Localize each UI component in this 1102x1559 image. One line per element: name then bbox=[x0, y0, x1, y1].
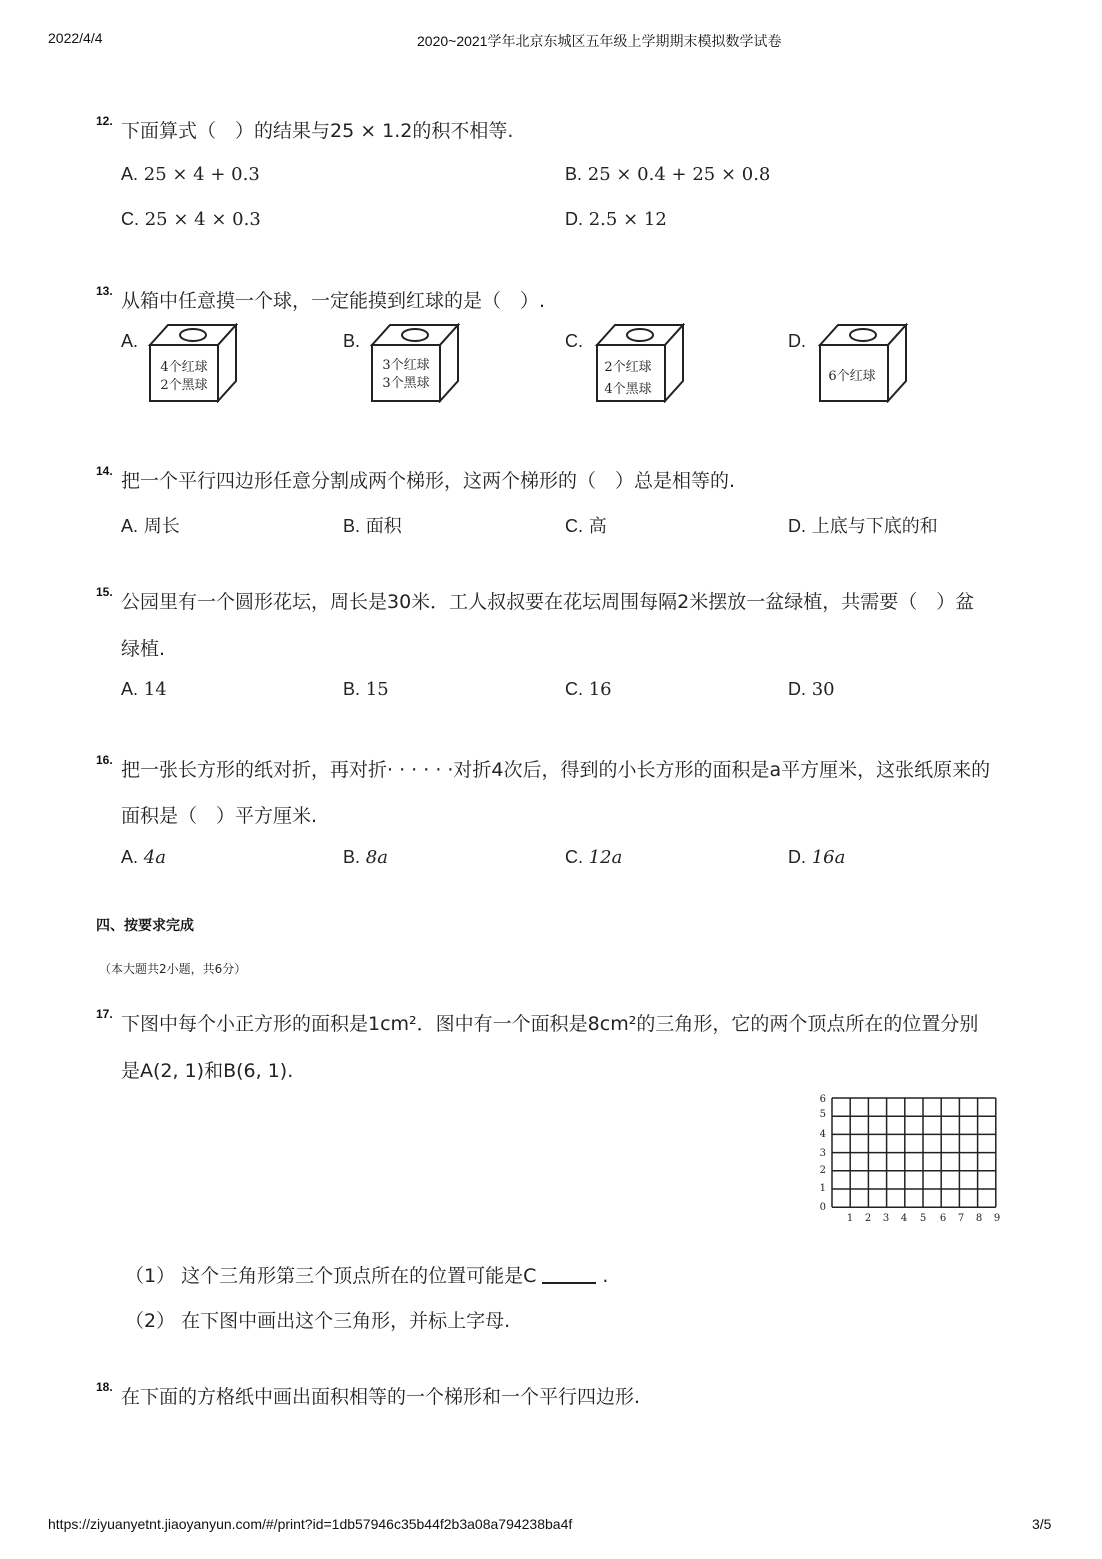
box-line2: 2个黑球 bbox=[160, 378, 208, 393]
option-value: 25 × 4 × 0.3 bbox=[144, 209, 261, 230]
box-line1: 6个红球 bbox=[828, 369, 876, 384]
subquestion-number: （2） bbox=[125, 1310, 176, 1332]
x-tick-label: 2 bbox=[864, 1213, 872, 1224]
ball-box-c-icon bbox=[593, 323, 687, 403]
y-tick-label: 3 bbox=[819, 1148, 826, 1159]
subquestion-1 bbox=[125, 1261, 608, 1288]
option-value: 16 bbox=[588, 679, 612, 700]
x-tick-label: 4 bbox=[900, 1213, 908, 1224]
option-label: A. bbox=[121, 164, 139, 184]
option-value: 周长 bbox=[143, 516, 180, 537]
ball-box-b-icon bbox=[368, 323, 462, 403]
option-b[interactable] bbox=[343, 331, 360, 352]
question-text: 在下面的方格纸中画出面积相等的一个梯形和一个平行四边形. bbox=[121, 1386, 641, 1408]
x-tick-label: 3 bbox=[882, 1213, 890, 1224]
question-text-line2: 面积是（ ）平方厘米. bbox=[121, 805, 318, 827]
option-label: A. bbox=[121, 331, 139, 351]
option-label: C. bbox=[121, 209, 139, 229]
option-value: 面积 bbox=[365, 516, 402, 537]
option-a[interactable] bbox=[121, 512, 180, 538]
y-tick-label: 2 bbox=[819, 1165, 826, 1176]
option-label: A. bbox=[121, 847, 139, 867]
question-text-line1: 把一张长方形的纸对折，再对折· · · · · ·对折4次后，得到的小长方形的面积是a平方厘米，这张纸原来的 bbox=[121, 759, 991, 781]
option-value: 14 bbox=[143, 679, 167, 700]
option-label: B. bbox=[343, 847, 361, 867]
question-number: 16. bbox=[96, 753, 113, 767]
option-label: B. bbox=[565, 164, 583, 184]
question-text: 下面算式（ ）的结果与25 × 1.2的积不相等. bbox=[121, 120, 514, 142]
x-tick-label: 9 bbox=[993, 1213, 1001, 1224]
option-d[interactable] bbox=[788, 331, 806, 352]
ball-box-d-icon bbox=[816, 323, 910, 403]
page-number: 3/5 bbox=[1032, 1516, 1052, 1532]
y-tick-label: 4 bbox=[819, 1129, 826, 1140]
question-text-line1: 公园里有一个圆形花坛，周长是30米．工人叔叔要在花坛周围每隔2米摆放一盆绿植，共需要（ ）盆 bbox=[121, 591, 975, 613]
option-value: 4a bbox=[143, 847, 166, 868]
box-line2: 4个黑球 bbox=[604, 382, 652, 397]
subquestion-text: 这个三角形第三个顶点所在的位置可能是C bbox=[181, 1265, 537, 1287]
option-b[interactable] bbox=[565, 164, 770, 185]
question-text-line2: 绿植. bbox=[121, 638, 166, 660]
option-c[interactable] bbox=[565, 847, 622, 868]
option-a[interactable] bbox=[121, 331, 138, 352]
option-b[interactable] bbox=[343, 512, 402, 538]
question-number: 12. bbox=[96, 114, 113, 128]
x-tick-label: 6 bbox=[939, 1213, 947, 1224]
y-tick-label: 1 bbox=[819, 1183, 826, 1194]
question-number: 14. bbox=[96, 464, 113, 478]
option-a[interactable] bbox=[121, 164, 260, 185]
option-label: D. bbox=[565, 209, 583, 229]
question-text-line1: 下图中每个小正方形的面积是1cm²．图中有一个面积是8cm²的三角形，它的两个顶点所在的位置分别 bbox=[121, 1013, 979, 1035]
option-value: 25 × 0.4 + 25 × 0.8 bbox=[587, 164, 771, 185]
option-c[interactable] bbox=[565, 512, 607, 538]
option-d[interactable] bbox=[788, 679, 835, 700]
y-tick-label: 6 bbox=[819, 1094, 826, 1105]
option-label: A. bbox=[121, 679, 139, 699]
question-number: 18. bbox=[96, 1380, 113, 1394]
box-line1: 4个红球 bbox=[160, 360, 208, 375]
option-label: A. bbox=[121, 516, 139, 536]
x-tick-label: 5 bbox=[919, 1213, 927, 1224]
box-line1: 2个红球 bbox=[604, 360, 652, 375]
page-url: https://ziyuanyetnt.jiaoyanyun.com/#/print?id=1db57946c35b44f2b3a08a794238ba4f bbox=[48, 1516, 573, 1532]
option-value: 上底与下底的和 bbox=[811, 516, 938, 537]
x-tick-label: 1 bbox=[846, 1213, 854, 1224]
option-label: C. bbox=[565, 847, 583, 867]
x-tick-label: 7 bbox=[957, 1213, 965, 1224]
question-text: 从箱中任意摸一个球，一定能摸到红球的是（ ）. bbox=[121, 290, 546, 312]
option-b[interactable] bbox=[343, 679, 389, 700]
option-value: 高 bbox=[588, 516, 607, 537]
option-value: 2.5 × 12 bbox=[588, 209, 667, 230]
question-text-line2: 是A(2, 1)和B(6, 1). bbox=[121, 1060, 294, 1082]
document-title: 2020~2021学年北京东城区五年级上学期期末模拟数学试卷 bbox=[417, 33, 782, 49]
y-tick-label: 5 bbox=[819, 1109, 826, 1120]
option-value: 12a bbox=[588, 847, 623, 868]
option-label: D. bbox=[788, 516, 806, 536]
option-label: C. bbox=[565, 331, 583, 351]
option-label: C. bbox=[565, 679, 583, 699]
question-text: 把一个平行四边形任意分割成两个梯形，这两个梯形的（ ）总是相等的. bbox=[121, 470, 736, 492]
subquestion-2 bbox=[125, 1306, 510, 1333]
option-label: B. bbox=[343, 331, 361, 351]
question-number: 13. bbox=[96, 284, 113, 298]
option-value: 16a bbox=[811, 847, 846, 868]
option-d[interactable] bbox=[565, 209, 667, 230]
subquestion-text: 在下图中画出这个三角形，并标上字母. bbox=[181, 1310, 511, 1332]
option-value: 25 × 4 + 0.3 bbox=[143, 164, 260, 185]
option-c[interactable] bbox=[121, 209, 261, 230]
option-d[interactable] bbox=[788, 512, 938, 538]
option-label: D. bbox=[788, 847, 806, 867]
subquestion-end: . bbox=[602, 1265, 609, 1287]
option-label: B. bbox=[343, 516, 361, 536]
section-note: （本大题共2小题，共6分） bbox=[99, 962, 247, 976]
option-value: 15 bbox=[365, 679, 389, 700]
answer-blank[interactable] bbox=[542, 1266, 596, 1284]
box-line2: 3个黑球 bbox=[382, 376, 430, 391]
question-number: 17. bbox=[96, 1007, 113, 1021]
box-line1: 3个红球 bbox=[382, 358, 430, 373]
subquestion-number: （1） bbox=[125, 1265, 176, 1287]
print-date: 2022/4/4 bbox=[48, 30, 103, 46]
option-d[interactable] bbox=[788, 847, 845, 868]
option-label: C. bbox=[565, 516, 583, 536]
section-title: 四、按要求完成 bbox=[96, 918, 194, 934]
option-b[interactable] bbox=[343, 847, 388, 868]
option-a[interactable] bbox=[121, 679, 167, 700]
option-c[interactable] bbox=[565, 679, 612, 700]
coordinate-grid bbox=[812, 1090, 1004, 1226]
option-value: 30 bbox=[811, 679, 835, 700]
option-label: B. bbox=[343, 679, 361, 699]
option-label: D. bbox=[788, 679, 806, 699]
option-value: 8a bbox=[365, 847, 388, 868]
y-tick-label: 0 bbox=[819, 1202, 826, 1213]
ball-box-a-icon bbox=[146, 323, 240, 403]
option-a[interactable] bbox=[121, 847, 166, 868]
question-number: 15. bbox=[96, 585, 113, 599]
option-label: D. bbox=[788, 331, 806, 351]
option-c[interactable] bbox=[565, 331, 583, 352]
x-tick-label: 8 bbox=[975, 1213, 983, 1224]
